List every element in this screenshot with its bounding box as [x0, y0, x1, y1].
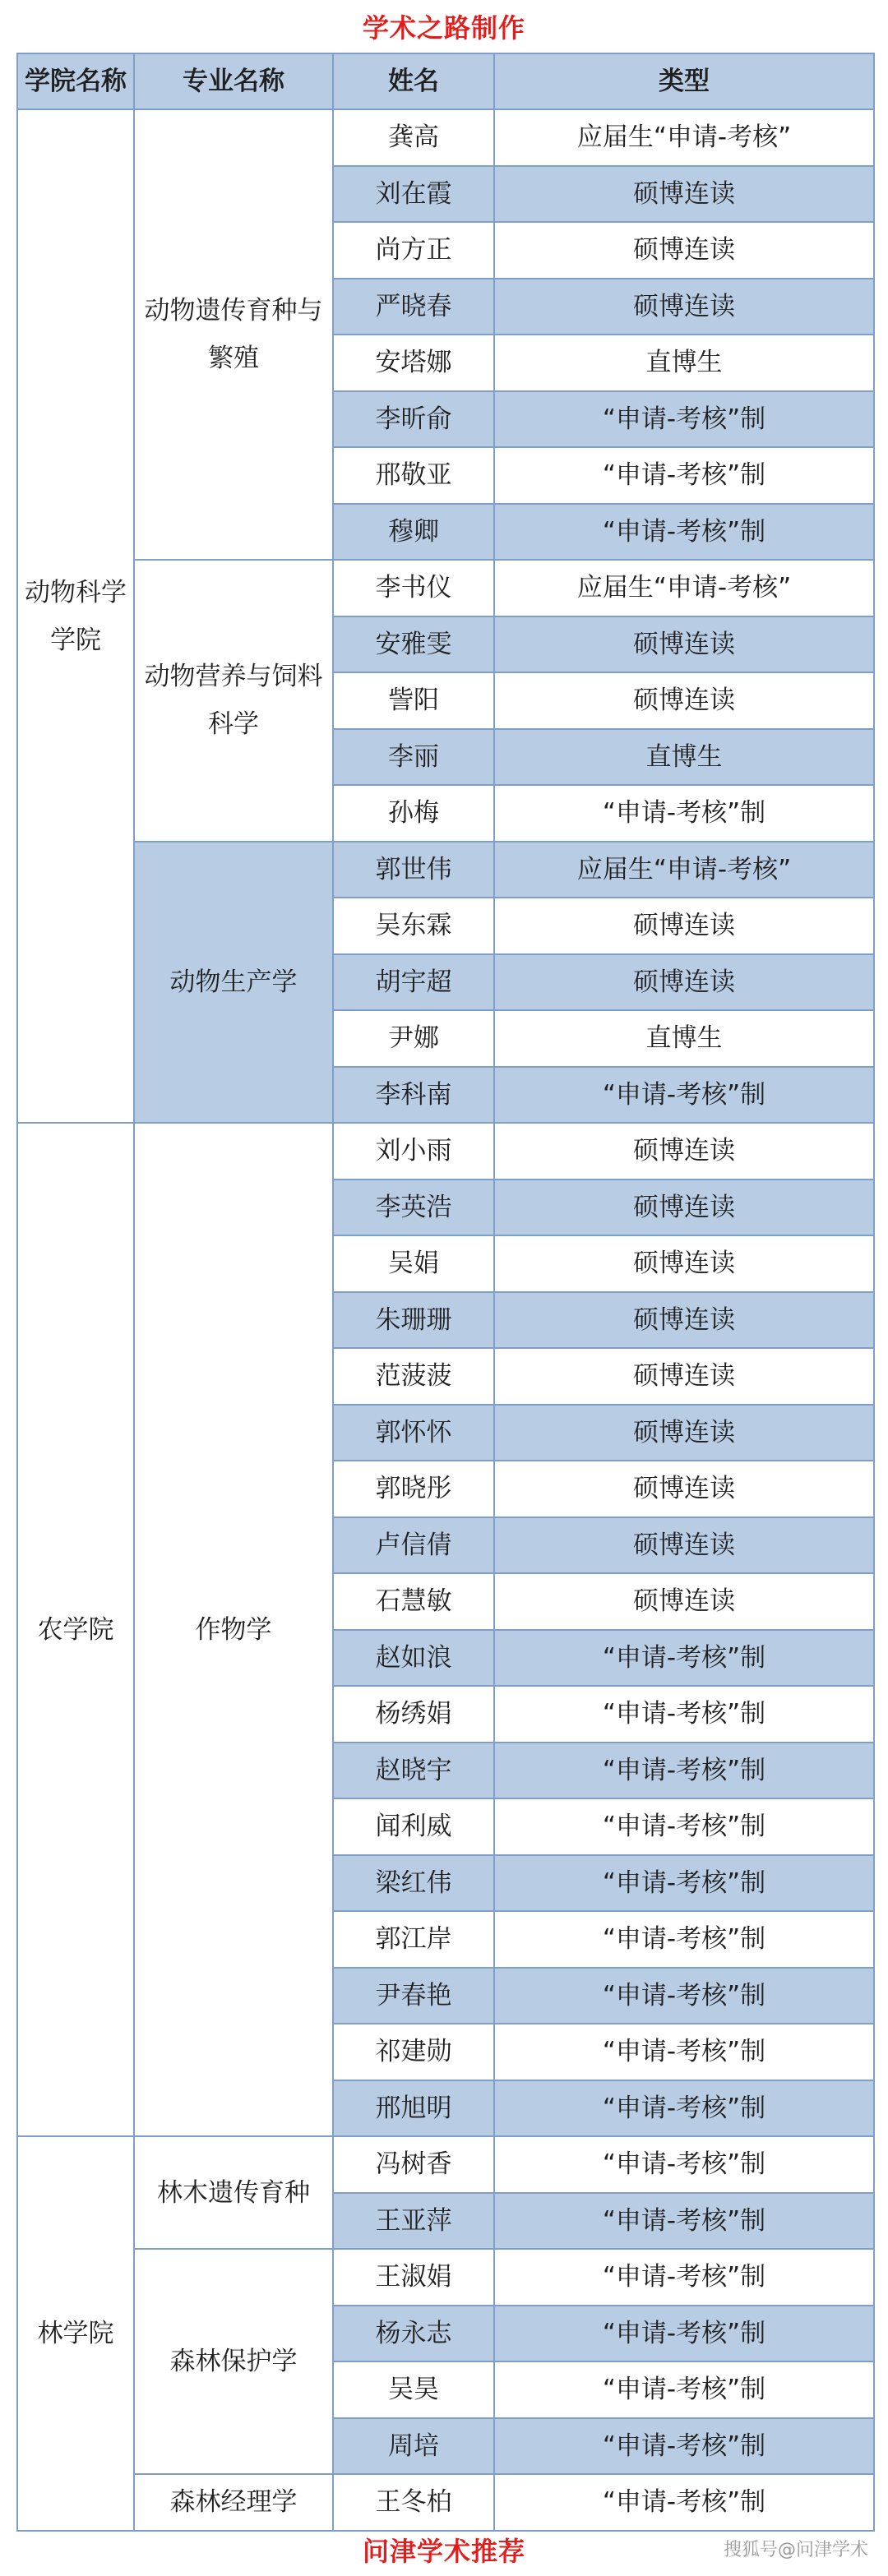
- student-name-cell: 李英浩: [333, 1180, 494, 1236]
- table-row: [17, 2474, 874, 2531]
- admission-type-cell: 硕博连读: [494, 1292, 874, 1349]
- admission-type-cell: 硕博连读: [494, 672, 874, 729]
- admission-type-cell: “申请-考核”制: [494, 1911, 874, 1968]
- student-name-cell: 吴娟: [333, 1235, 494, 1292]
- major-cell: 动物遗传育种与繁殖: [134, 109, 333, 560]
- table-header-row: [17, 53, 874, 109]
- admission-type-cell: 直博生: [494, 335, 874, 391]
- watermark: 搜狐号@问津学术: [723, 2540, 868, 2560]
- student-name-cell: 李科南: [333, 1067, 494, 1124]
- column-header-college: 学院名称: [17, 53, 134, 109]
- admission-type-cell: “申请-考核”制: [494, 2306, 874, 2362]
- admission-type-cell: “申请-考核”制: [494, 2474, 874, 2531]
- column-header-major: 专业名称: [134, 53, 333, 109]
- admission-type-cell: 硕博连读: [494, 1573, 874, 1630]
- admission-type-cell: “申请-考核”制: [494, 504, 874, 561]
- student-name-cell: 孙梅: [333, 785, 494, 842]
- footer-title: 问津学术推荐: [362, 2536, 525, 2567]
- student-name-cell: 杨绣娟: [333, 1686, 494, 1743]
- admission-type-cell: 应届生“申请-考核”: [494, 560, 874, 616]
- student-name-cell: 吴昊: [333, 2361, 494, 2418]
- student-name-cell: 尹娜: [333, 1010, 494, 1067]
- student-name-cell: 龚高: [333, 109, 494, 166]
- student-name-cell: 安塔娜: [333, 335, 494, 391]
- student-name-cell: 王淑娟: [333, 2249, 494, 2306]
- admission-type-cell: “申请-考核”制: [494, 447, 874, 504]
- admission-type-cell: “申请-考核”制: [494, 2193, 874, 2250]
- student-name-cell: 严晓春: [333, 279, 494, 335]
- admission-type-cell: 硕博连读: [494, 1405, 874, 1461]
- admission-type-cell: 硕博连读: [494, 616, 874, 673]
- admission-type-cell: 硕博连读: [494, 166, 874, 223]
- student-name-cell: 穆卿: [333, 504, 494, 561]
- student-name-cell: 吴东霖: [333, 898, 494, 954]
- admission-type-cell: 应届生“申请-考核”: [494, 842, 874, 898]
- student-name-cell: 郭怀怀: [333, 1405, 494, 1461]
- student-name-cell: 卢信倩: [333, 1517, 494, 1574]
- major-cell: 作物学: [134, 1123, 333, 2136]
- admission-type-cell: 硕博连读: [494, 1180, 874, 1236]
- admission-type-cell: 硕博连读: [494, 1348, 874, 1405]
- student-name-cell: 梁红伟: [333, 1855, 494, 1912]
- major-cell: 动物生产学: [134, 842, 333, 1124]
- column-header-name: 姓名: [333, 53, 494, 109]
- admission-type-cell: 硕博连读: [494, 1235, 874, 1292]
- student-name-cell: 石慧敏: [333, 1573, 494, 1630]
- admission-type-cell: “申请-考核”制: [494, 2080, 874, 2137]
- student-name-cell: 李昕俞: [333, 391, 494, 448]
- admission-type-cell: “申请-考核”制: [494, 1855, 874, 1912]
- admission-type-cell: “申请-考核”制: [494, 1743, 874, 1799]
- student-name-cell: 李书仪: [333, 560, 494, 616]
- column-header-type: 类型: [494, 53, 874, 109]
- table-body: [17, 109, 874, 2531]
- student-name-cell: 郭世伟: [333, 842, 494, 898]
- major-cell: 林木遗传育种: [134, 2136, 333, 2249]
- student-name-cell: 郭江岸: [333, 1911, 494, 1968]
- college-cell: 动物科学学院: [17, 109, 134, 1123]
- table-row: [17, 560, 874, 616]
- student-name-cell: 范菠菠: [333, 1348, 494, 1405]
- student-name-cell: 尹春艳: [333, 1968, 494, 2024]
- student-name-cell: 赵晓宇: [333, 1743, 494, 1799]
- student-name-cell: 刘在霞: [333, 166, 494, 223]
- major-cell: 森林经理学: [134, 2474, 333, 2531]
- table-row: [17, 109, 874, 166]
- table-row: [17, 2136, 874, 2193]
- admission-type-cell: “申请-考核”制: [494, 1686, 874, 1743]
- admission-type-cell: “申请-考核”制: [494, 785, 874, 842]
- admission-type-cell: “申请-考核”制: [494, 2136, 874, 2193]
- student-name-cell: 邢敬亚: [333, 447, 494, 504]
- student-name-cell: 王亚萍: [333, 2193, 494, 2250]
- student-name-cell: 杨永志: [333, 2306, 494, 2362]
- college-cell: 农学院: [17, 1123, 134, 2136]
- table-row: [17, 842, 874, 898]
- admission-type-cell: 硕博连读: [494, 222, 874, 279]
- college-cell: 林学院: [17, 2136, 134, 2531]
- student-name-cell: 尚方正: [333, 222, 494, 279]
- student-name-cell: 胡宇超: [333, 954, 494, 1011]
- admission-type-cell: 硕博连读: [494, 954, 874, 1011]
- admission-type-cell: “申请-考核”制: [494, 1798, 874, 1855]
- admission-type-cell: “申请-考核”制: [494, 1968, 874, 2024]
- student-name-cell: 邢旭明: [333, 2080, 494, 2137]
- student-name-cell: 闻利威: [333, 1798, 494, 1855]
- admission-type-cell: “申请-考核”制: [494, 391, 874, 448]
- student-name-cell: 郭晓彤: [333, 1461, 494, 1517]
- admission-type-cell: 直博生: [494, 729, 874, 786]
- admission-type-cell: “申请-考核”制: [494, 2024, 874, 2080]
- admission-type-cell: “申请-考核”制: [494, 1067, 874, 1124]
- student-name-cell: 祁建勋: [333, 2024, 494, 2080]
- admission-type-cell: “申请-考核”制: [494, 2361, 874, 2418]
- student-name-cell: 安雅雯: [333, 616, 494, 673]
- page-title: 学术之路制作: [362, 12, 525, 44]
- student-name-cell: 李丽: [333, 729, 494, 786]
- admission-table: [16, 53, 875, 2532]
- admission-type-cell: “申请-考核”制: [494, 2418, 874, 2475]
- admission-type-cell: 硕博连读: [494, 1517, 874, 1574]
- student-name-cell: 訾阳: [333, 672, 494, 729]
- admission-type-cell: 硕博连读: [494, 898, 874, 954]
- table-row: [17, 2249, 874, 2306]
- admission-type-cell: 硕博连读: [494, 279, 874, 335]
- major-cell: 动物营养与饲料科学: [134, 560, 333, 842]
- admission-type-cell: 硕博连读: [494, 1461, 874, 1517]
- table-row: [17, 1123, 874, 1180]
- student-name-cell: 王冬柏: [333, 2474, 494, 2531]
- student-name-cell: 周培: [333, 2418, 494, 2475]
- admission-type-cell: “申请-考核”制: [494, 1630, 874, 1687]
- student-name-cell: 赵如浪: [333, 1630, 494, 1687]
- student-name-cell: 冯树香: [333, 2136, 494, 2193]
- major-cell: 森林保护学: [134, 2249, 333, 2474]
- admission-type-cell: “申请-考核”制: [494, 2249, 874, 2306]
- student-name-cell: 朱珊珊: [333, 1292, 494, 1349]
- admission-type-cell: 应届生“申请-考核”: [494, 109, 874, 166]
- admission-type-cell: 硕博连读: [494, 1123, 874, 1180]
- student-name-cell: 刘小雨: [333, 1123, 494, 1180]
- admission-type-cell: 直博生: [494, 1010, 874, 1067]
